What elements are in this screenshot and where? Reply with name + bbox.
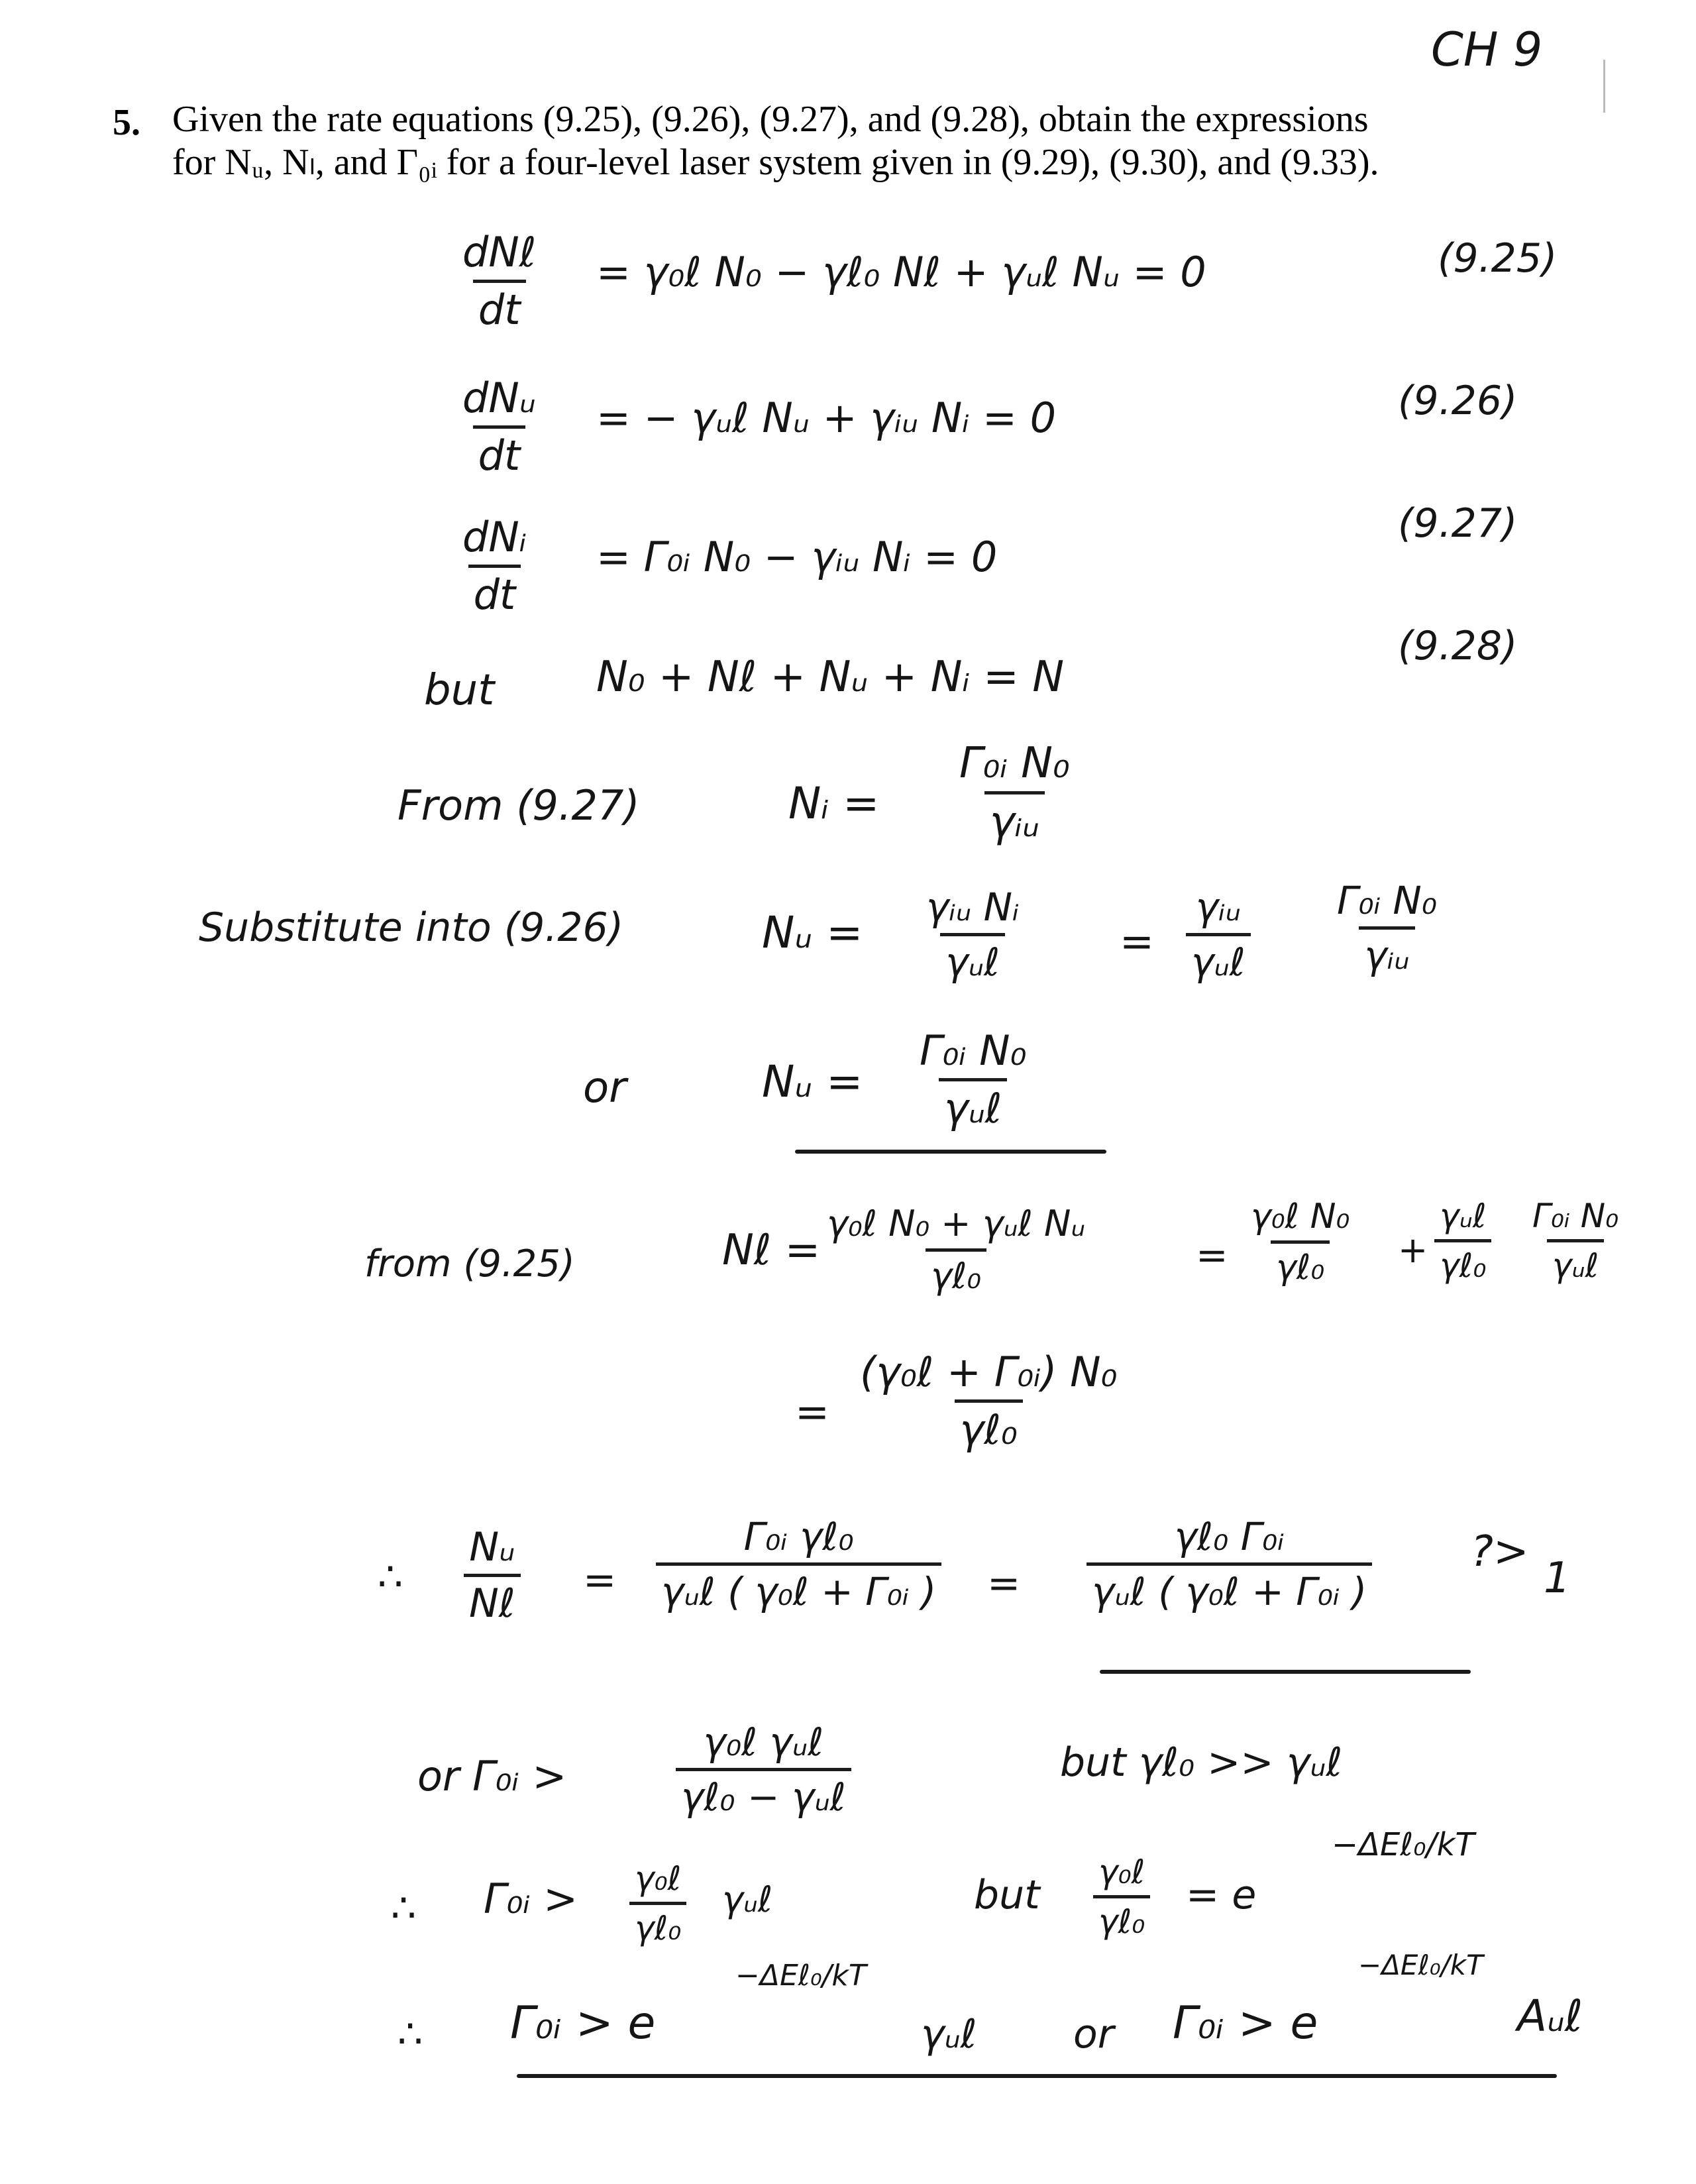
nu-result-lhs: Nᵤ = bbox=[762, 1056, 863, 1107]
nl-fraction-3: γᵤℓ γℓ₀ bbox=[1434, 1199, 1491, 1282]
boltzmann-fraction: γ₀ℓ γℓ₀ bbox=[1093, 1855, 1150, 1938]
or-label-1: or bbox=[583, 1064, 627, 1113]
ratio-fraction-2: γℓ₀ Γ₀ᵢ γᵤℓ ( γ₀ℓ + Γ₀ᵢ ) bbox=[1086, 1517, 1372, 1611]
therefore-2: ∴ bbox=[391, 1885, 417, 1932]
ratio-fraction-1: Γ₀ᵢ γℓ₀ γᵤℓ ( γ₀ℓ + Γ₀ᵢ ) bbox=[656, 1517, 941, 1611]
nu-fraction-1: γᵢᵤ Nᵢ γᵤℓ bbox=[926, 885, 1020, 985]
nu-result-underline bbox=[795, 1150, 1106, 1154]
condition-prefix: or Γ₀ᵢ > bbox=[417, 1752, 567, 1800]
eq1-derivative: dNℓ dt bbox=[462, 228, 537, 334]
nl-lhs: Nℓ = bbox=[722, 1226, 821, 1275]
nl-fraction-1: γ₀ℓ N₀ + γᵤℓ Nᵤ γℓ₀ bbox=[827, 1203, 1086, 1297]
nu-lhs: Nᵤ = bbox=[762, 907, 863, 958]
combined-equals: = bbox=[795, 1388, 829, 1436]
eq4-prefix: but bbox=[424, 666, 495, 715]
ratio-equals-1: = bbox=[583, 1557, 617, 1604]
condition-note: but γℓ₀ >> γᵤℓ bbox=[1060, 1739, 1343, 1786]
condition-fraction: γ₀ℓ γᵤℓ γℓ₀ − γᵤℓ bbox=[676, 1723, 851, 1816]
from-927-label: From (9.27) bbox=[398, 781, 640, 830]
eq3-derivative: dNᵢ dt bbox=[462, 513, 527, 619]
therefore1-gamma-ul: γᵤℓ bbox=[722, 1879, 773, 1920]
eq3-rhs: = Γ₀ᵢ N₀ − γᵢᵤ Nᵢ = 0 bbox=[596, 533, 998, 581]
eq1-tag: (9.25) bbox=[1438, 235, 1558, 282]
final-or: or bbox=[1073, 2011, 1114, 2057]
nl-equals: = bbox=[1196, 1232, 1228, 1278]
problem-number: 5. bbox=[113, 102, 140, 143]
final-einstein-a: Aᵤℓ bbox=[1517, 1991, 1583, 2042]
combined-fraction: (γ₀ℓ + Γ₀ᵢ) N₀ γℓ₀ bbox=[860, 1348, 1118, 1454]
ratio-lhs: Nᵤ Nℓ bbox=[464, 1527, 521, 1623]
margin-mark bbox=[1603, 60, 1605, 113]
final-lhs: Γ₀ᵢ > e bbox=[510, 1997, 656, 2049]
boltzmann-exponent: −ΔEℓ₀/kT bbox=[1332, 1826, 1475, 1863]
ni-fraction: Γ₀ᵢ N₀ γᵢᵤ bbox=[959, 739, 1070, 847]
chapter-label: CH 9 bbox=[1431, 23, 1543, 77]
nu-fraction-3: Γ₀ᵢ N₀ γᵢᵤ bbox=[1337, 878, 1438, 978]
nl-fraction-4: Γ₀ᵢ N₀ γᵤℓ bbox=[1532, 1197, 1619, 1285]
nu-equals: = bbox=[1120, 917, 1154, 965]
nu-fraction-2: γᵢᵤ γᵤℓ bbox=[1186, 888, 1251, 981]
substitute-label: Substitute into (9.26) bbox=[199, 904, 624, 951]
boltzmann-equals-e: = e bbox=[1186, 1872, 1257, 1918]
ratio-underline bbox=[1100, 1670, 1471, 1674]
therefore1-fraction: γ₀ℓ γℓ₀ bbox=[629, 1862, 686, 1945]
nl-fraction-2: γ₀ℓ N₀ γℓ₀ bbox=[1251, 1197, 1350, 1287]
final-underline bbox=[517, 2074, 1557, 2078]
nl-plus: + bbox=[1398, 1229, 1428, 1271]
final-exponent-1: −ΔEℓ₀/kT bbox=[735, 1959, 867, 1993]
eq2-tag: (9.26) bbox=[1398, 378, 1518, 424]
final-gamma-ul: γᵤℓ bbox=[921, 2011, 977, 2057]
ratio-equals-2: = bbox=[987, 1560, 1021, 1607]
therefore1-lhs: Γ₀ᵢ > bbox=[484, 1875, 578, 1923]
from-925-label: from (9.25) bbox=[364, 1242, 575, 1285]
therefore-1: ∴ bbox=[378, 1554, 403, 1600]
final-rhs: Γ₀ᵢ > e bbox=[1173, 1997, 1318, 2049]
ni-lhs: Nᵢ = bbox=[788, 778, 880, 829]
problem-line-2: for Nᵤ, Nₗ, and Γ₀ᵢ for a four-level laser system given in (9.29), (9.30), and (9.33). bbox=[172, 142, 1379, 183]
eq4-tag: (9.28) bbox=[1398, 623, 1518, 669]
nu-result-fraction: Γ₀ᵢ N₀ γᵤℓ bbox=[920, 1026, 1027, 1132]
problem-line-1: Given the rate equations (9.25), (9.26), (9.27), and (9.28), obtain the expressions bbox=[172, 99, 1369, 140]
eq1-rhs: = γ₀ℓ N₀ − γℓ₀ Nℓ + γᵤℓ Nᵤ = 0 bbox=[596, 248, 1206, 296]
eq3-tag: (9.27) bbox=[1398, 500, 1518, 547]
eq2-rhs: = − γᵤℓ Nᵤ + γᵢᵤ Nᵢ = 0 bbox=[596, 394, 1057, 442]
therefore1-but: but bbox=[974, 1872, 1040, 1918]
therefore-3: ∴ bbox=[398, 2011, 423, 2057]
ratio-one: 1 bbox=[1544, 1554, 1571, 1603]
eq4-rhs: N₀ + Nℓ + Nᵤ + Nᵢ = N bbox=[596, 653, 1065, 702]
final-exponent-2: −ΔEℓ₀/kT bbox=[1358, 1949, 1483, 1981]
ratio-compare: ?> bbox=[1471, 1527, 1529, 1576]
eq2-derivative: dNᵤ dt bbox=[462, 374, 536, 480]
